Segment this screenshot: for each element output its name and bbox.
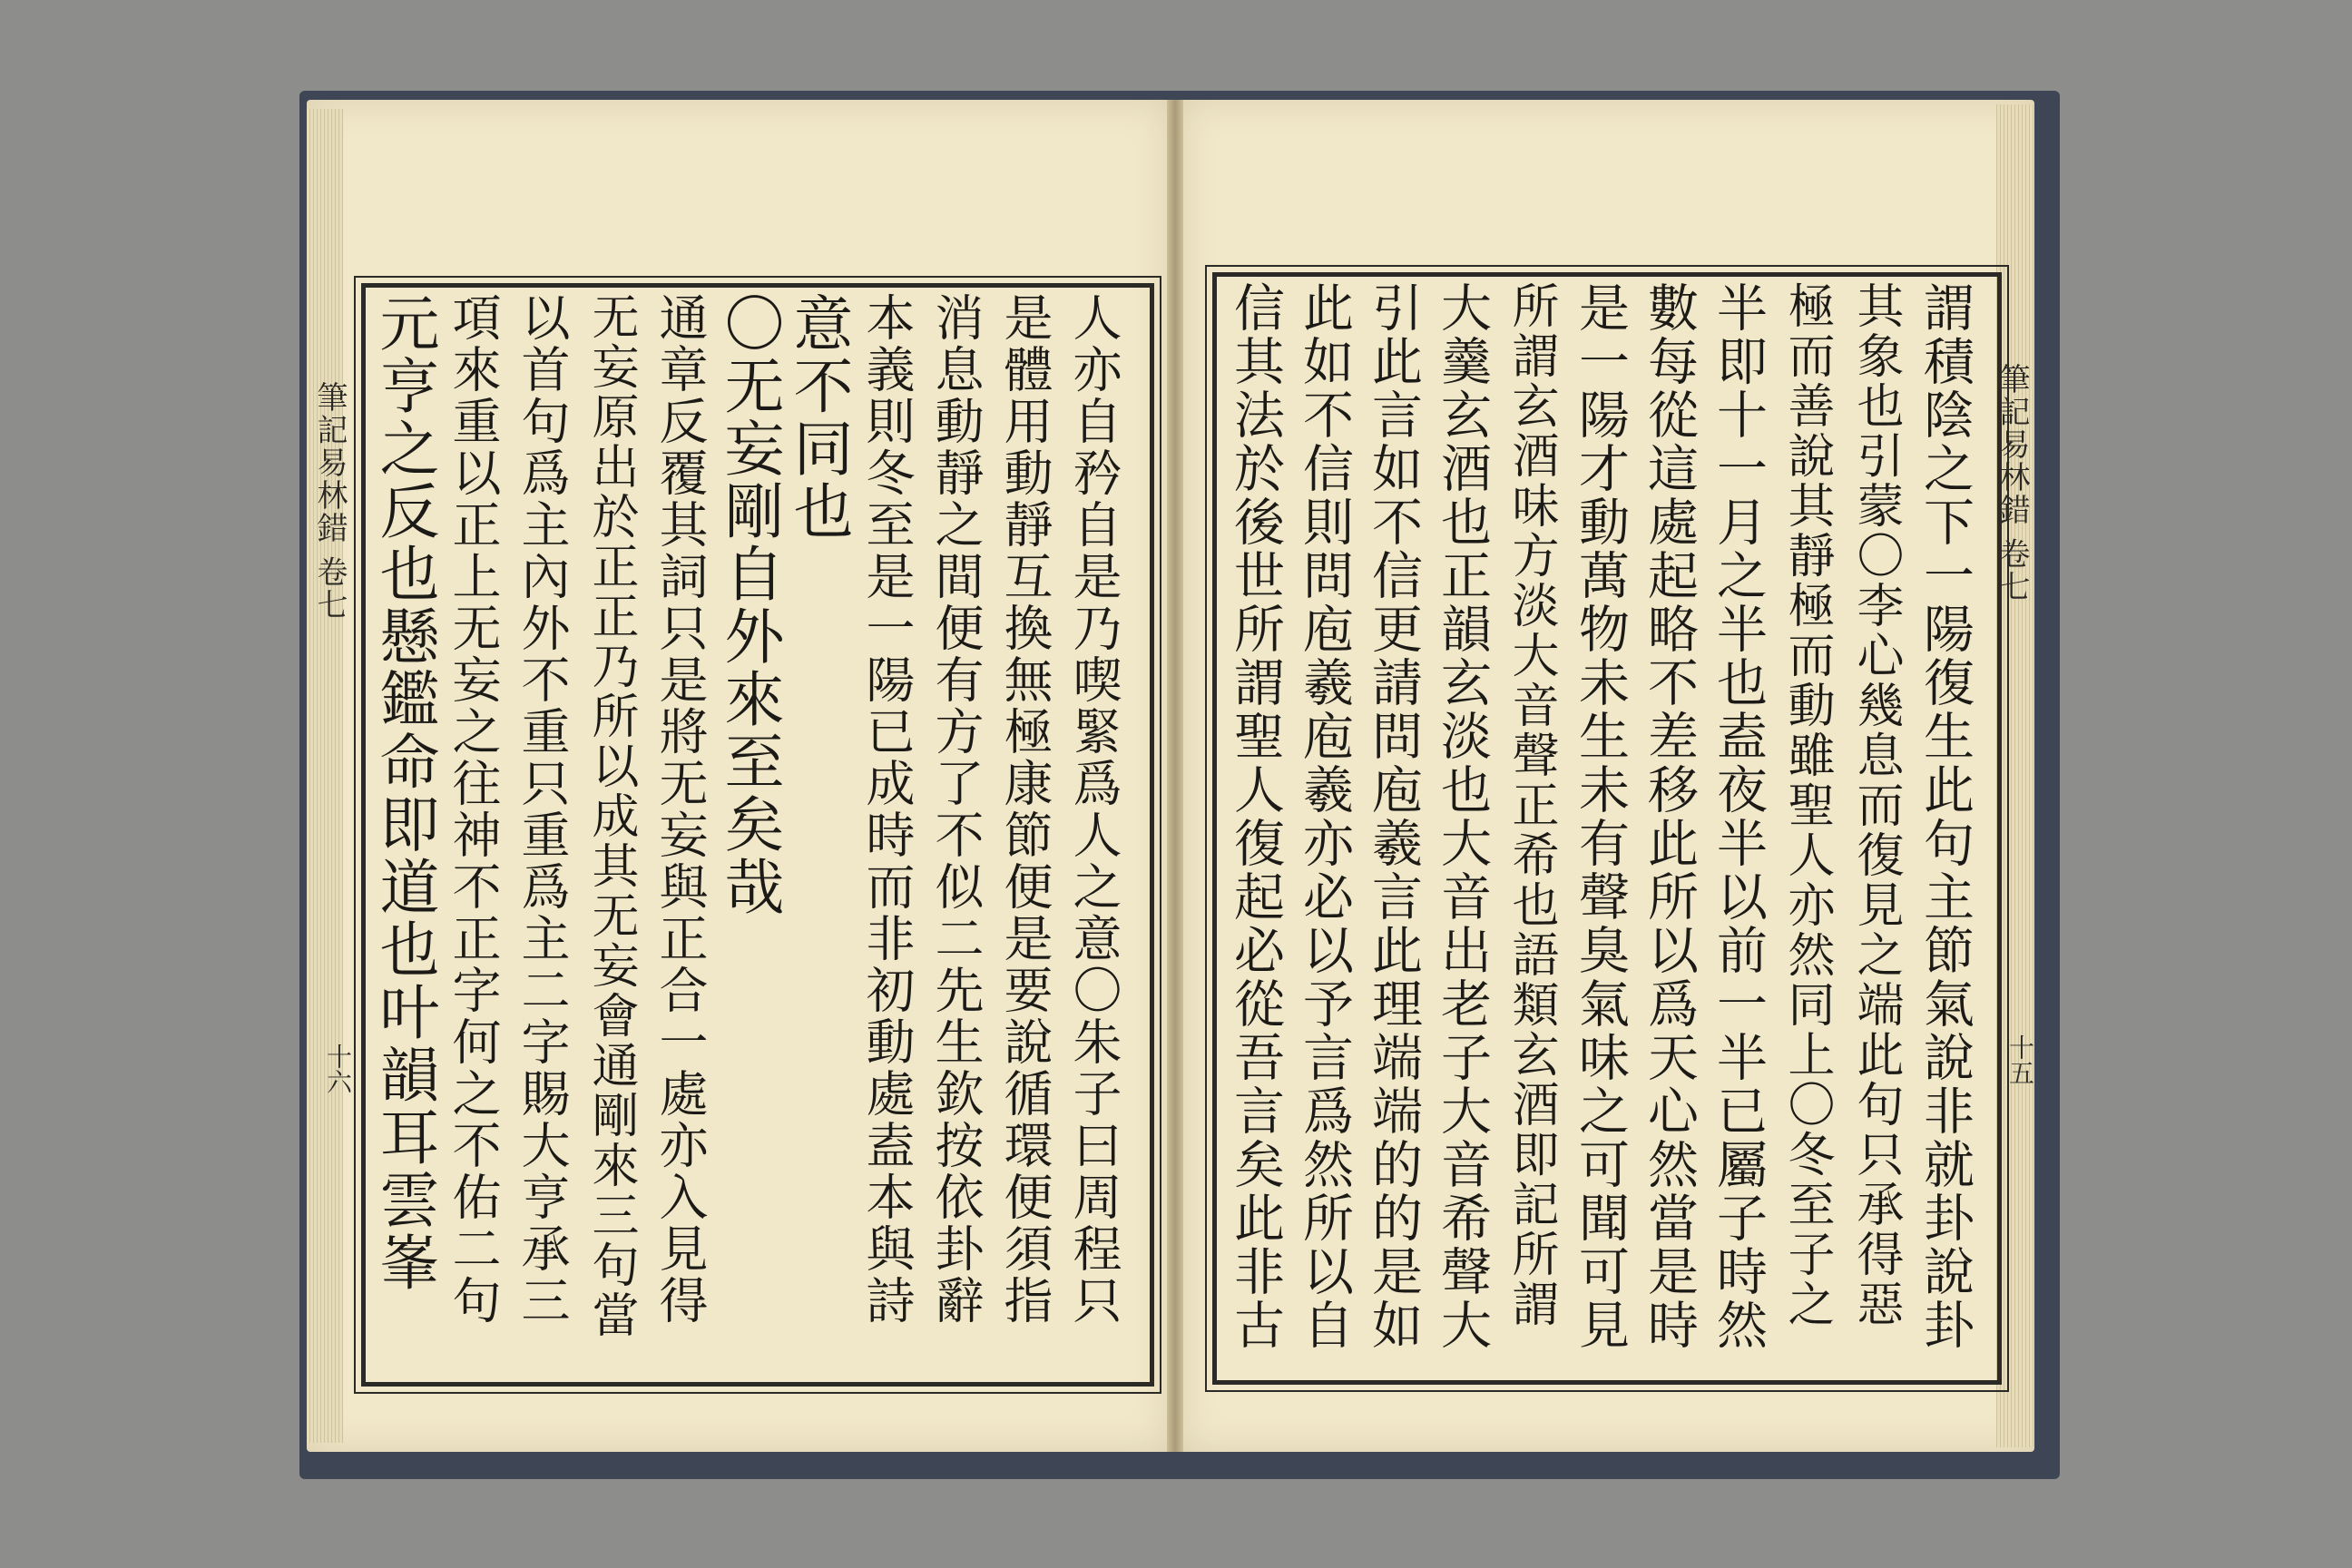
text-column: 人亦自矜自是乃喫緊爲人之意〇朱子曰周程只 bbox=[1065, 292, 1122, 1327]
text-column: 通章反覆其詞只是將无妄與正合一處亦入見得 bbox=[652, 292, 709, 1327]
text-column: 消息動靜之間便有方了不似二先生欽按依卦辭 bbox=[927, 292, 985, 1327]
text-column: 謂積陰之下一陽復生此句主節氣說非就卦說卦 bbox=[1916, 281, 1975, 1352]
text-column: 其象也引蒙〇李心幾息而復見之端此句只承得惡 bbox=[1848, 281, 1903, 1329]
right-folio: 十五 bbox=[2005, 1034, 2035, 1085]
text-column: 大羹玄酒也正韻玄淡也大音出老子大音希聲大 bbox=[1433, 281, 1492, 1352]
page-edges-left bbox=[307, 109, 343, 1443]
text-column: 半即十一月之半也盍夜半以前一半已屬子時然 bbox=[1709, 281, 1768, 1352]
book-gutter bbox=[1167, 100, 1183, 1452]
text-column: 此如不信則問庖羲庖羲亦必以予言爲然所以自 bbox=[1295, 281, 1354, 1352]
right-text-body bbox=[1221, 281, 1984, 1367]
text-column: 元亨之反也懸鑑命即道也叶韻耳雲峯 bbox=[369, 292, 439, 1294]
text-column: 數每從這處起略不差移此所以爲天心然當是時 bbox=[1640, 281, 1699, 1352]
text-column: 引此言如不信更請問庖羲言此理端端的的是如 bbox=[1364, 281, 1423, 1352]
text-column: 无妄原出於正正乃所以成其无妄會通剛來三句當 bbox=[583, 292, 638, 1340]
text-column: 意不同也 bbox=[783, 292, 853, 543]
right-running-title: 筆記易林錯 卷七 bbox=[1994, 363, 2030, 603]
text-column: 〇无妄剛自外來至矣哉 bbox=[714, 292, 784, 918]
left-running-title: 筆記易林錯 卷七 bbox=[311, 381, 348, 622]
text-column: 是體用動靜互換無極康節便是要說循環便須指 bbox=[996, 292, 1054, 1327]
left-text-body bbox=[370, 292, 1136, 1368]
text-column: 項來重以正上无妄之往神不正字何之不佑二句 bbox=[445, 292, 502, 1327]
text-column: 極而善說其靜極而動雖聖人亦然同上〇冬至子之 bbox=[1779, 281, 1834, 1329]
text-column: 本義則冬至是一陽已成時而非初動處盍本與詩 bbox=[858, 292, 916, 1327]
page-edges-right bbox=[1996, 104, 2034, 1447]
left-folio: 十六 bbox=[323, 1044, 353, 1094]
text-column: 是一陽才動萬物未生未有聲臭氣味之可聞可見 bbox=[1571, 281, 1630, 1352]
text-column: 所謂玄酒味方淡大音聲正希也語類玄酒即記所謂 bbox=[1504, 281, 1558, 1329]
text-column: 信其法於後世所謂聖人復起必從吾言矣此非古 bbox=[1226, 281, 1285, 1352]
text-column: 以首句爲主內外不重只重爲主二字賜大亨承三 bbox=[514, 292, 571, 1327]
